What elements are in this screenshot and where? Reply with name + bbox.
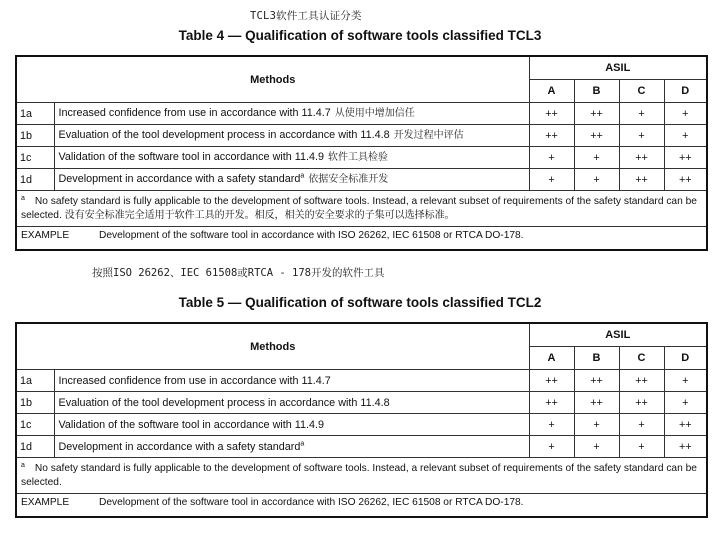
- cell-asil-b: +: [574, 147, 619, 169]
- footnote-text: No safety standard is fully applicable to the development of software tools. Instead, a relevant subset of requirements of the safety standard can be selected.: [21, 196, 697, 221]
- cell-asil-b: ++: [574, 392, 619, 414]
- asil-letter-d: D: [664, 347, 707, 370]
- method-text: Validation of the software tool in accordance with 11.4.9: [58, 151, 324, 163]
- row-method: [54, 103, 529, 125]
- method-text: Development in accordance with a safety standard: [58, 440, 301, 453]
- cell-asil-a: ++: [529, 370, 574, 392]
- row-method: [54, 392, 529, 414]
- cell-asil-c: ++: [619, 370, 664, 392]
- footnote-text: No safety standard is fully applicable to the development of software tools. Instead, a relevant subset of requirements of the safety standard can be selected.: [21, 463, 697, 488]
- table-4: [15, 55, 708, 251]
- table-row: [16, 414, 707, 436]
- footnote-row: [16, 191, 707, 227]
- method-cn-note: 从使用中增加信任: [334, 108, 415, 119]
- example-label: EXAMPLE: [21, 497, 70, 508]
- table-5-title: Table 5 — Qualification of software tools classified TCL2: [178, 295, 542, 310]
- table-row: [16, 169, 707, 191]
- footnote-marker: a: [300, 439, 305, 447]
- cell-asil-a: +: [529, 169, 574, 191]
- cell-asil-a: ++: [529, 103, 574, 125]
- method-cn-note: 开发过程中评估: [393, 130, 464, 141]
- footnote-row: [16, 458, 707, 494]
- cell-asil-d: +: [664, 370, 707, 392]
- method-text: Increased confidence from use in accordance with 11.4.7: [58, 107, 331, 119]
- cell-asil-d: ++: [664, 436, 707, 458]
- cell-asil-d: +: [664, 103, 707, 125]
- row-method: [54, 414, 529, 436]
- cell-asil-d: ++: [664, 147, 707, 169]
- cell-asil-d: ++: [664, 414, 707, 436]
- asil-letter-a: A: [529, 80, 574, 103]
- between-note: 按照ISO 26262、IEC 61508或RTCA - 178开发的软件工具: [92, 267, 385, 279]
- row-method: [54, 370, 529, 392]
- table-row: [16, 392, 707, 414]
- cell-asil-d: +: [664, 125, 707, 147]
- row-method: [54, 147, 529, 169]
- footnote-marker: a: [300, 172, 305, 180]
- table-4-title: Table 4 — Qualification of software tools classified TCL3: [178, 28, 542, 43]
- asil-letter-d: D: [664, 80, 707, 103]
- cell-asil-b: ++: [574, 370, 619, 392]
- asil-header: ASIL: [529, 323, 707, 347]
- row-id: 1a: [16, 103, 54, 125]
- table-row: [16, 125, 707, 147]
- table-row: [16, 370, 707, 392]
- row-id: 1d: [16, 436, 54, 458]
- row-id: 1c: [16, 414, 54, 436]
- method-text: Validation of the software tool in accordance with 11.4.9: [58, 418, 324, 431]
- example-label: EXAMPLE: [21, 230, 70, 241]
- example-text: Development of the software tool in accordance with ISO 26262, IEC 61508 or RTCA DO-178.: [99, 497, 524, 508]
- example-row: [16, 227, 707, 251]
- asil-header: ASIL: [529, 56, 707, 80]
- cell-asil-c: +: [619, 436, 664, 458]
- method-text: Evaluation of the tool development process in accordance with 11.4.8: [58, 129, 390, 141]
- footnote: [16, 458, 707, 494]
- methods-header: Methods: [16, 323, 529, 370]
- table-row: [16, 147, 707, 169]
- cell-asil-a: ++: [529, 392, 574, 414]
- table-row: [16, 436, 707, 458]
- cell-asil-d: +: [664, 392, 707, 414]
- method-text: Development in accordance with a safety standard: [58, 173, 301, 185]
- table-row: [16, 103, 707, 125]
- cell-asil-b: +: [574, 436, 619, 458]
- cell-asil-a: +: [529, 147, 574, 169]
- cell-asil-b: ++: [574, 103, 619, 125]
- cell-asil-b: ++: [574, 125, 619, 147]
- cell-asil-c: +: [619, 125, 664, 147]
- cell-asil-d: ++: [664, 169, 707, 191]
- cell-asil-c: ++: [619, 169, 664, 191]
- footnote-mark: a: [21, 461, 25, 469]
- asil-letter-c: C: [619, 80, 664, 103]
- method-text: Increased confidence from use in accordance with 11.4.7: [58, 374, 331, 387]
- cell-asil-b: +: [574, 169, 619, 191]
- method-cn-note: 依据安全标准开发: [308, 174, 389, 185]
- footnote-mark: a: [21, 194, 25, 202]
- asil-letter-b: B: [574, 80, 619, 103]
- example-text: Development of the software tool in accordance with ISO 26262, IEC 61508 or RTCA DO-178.: [99, 230, 524, 241]
- footnote-cn-text: 没有安全标准完全适用于软件工具的开发。相反，相关的安全要求的子集可以选择标准。: [64, 210, 455, 221]
- row-id: 1b: [16, 392, 54, 414]
- cell-asil-c: +: [619, 103, 664, 125]
- row-method: [54, 125, 529, 147]
- row-id: 1b: [16, 125, 54, 147]
- table-5: [15, 322, 708, 518]
- example: [16, 494, 707, 518]
- cell-asil-c: +: [619, 414, 664, 436]
- cell-asil-b: +: [574, 414, 619, 436]
- cell-asil-a: ++: [529, 125, 574, 147]
- asil-letter-c: C: [619, 347, 664, 370]
- cell-asil-c: ++: [619, 392, 664, 414]
- method-cn-note: 软件工具检验: [327, 152, 388, 163]
- asil-letter-b: B: [574, 347, 619, 370]
- row-id: 1c: [16, 147, 54, 169]
- footnote: [16, 191, 707, 227]
- example-row: [16, 494, 707, 518]
- row-id: 1a: [16, 370, 54, 392]
- row-method: [54, 436, 529, 458]
- cell-asil-a: +: [529, 436, 574, 458]
- asil-letter-a: A: [529, 347, 574, 370]
- cell-asil-a: +: [529, 414, 574, 436]
- example: [16, 227, 707, 251]
- methods-header: Methods: [16, 56, 529, 103]
- cell-asil-c: ++: [619, 147, 664, 169]
- row-method: [54, 169, 529, 191]
- method-text: Evaluation of the tool development process in accordance with 11.4.8: [58, 396, 390, 409]
- row-id: 1d: [16, 169, 54, 191]
- pre-title-annotation: TCL3软件工具认证分类: [250, 10, 362, 22]
